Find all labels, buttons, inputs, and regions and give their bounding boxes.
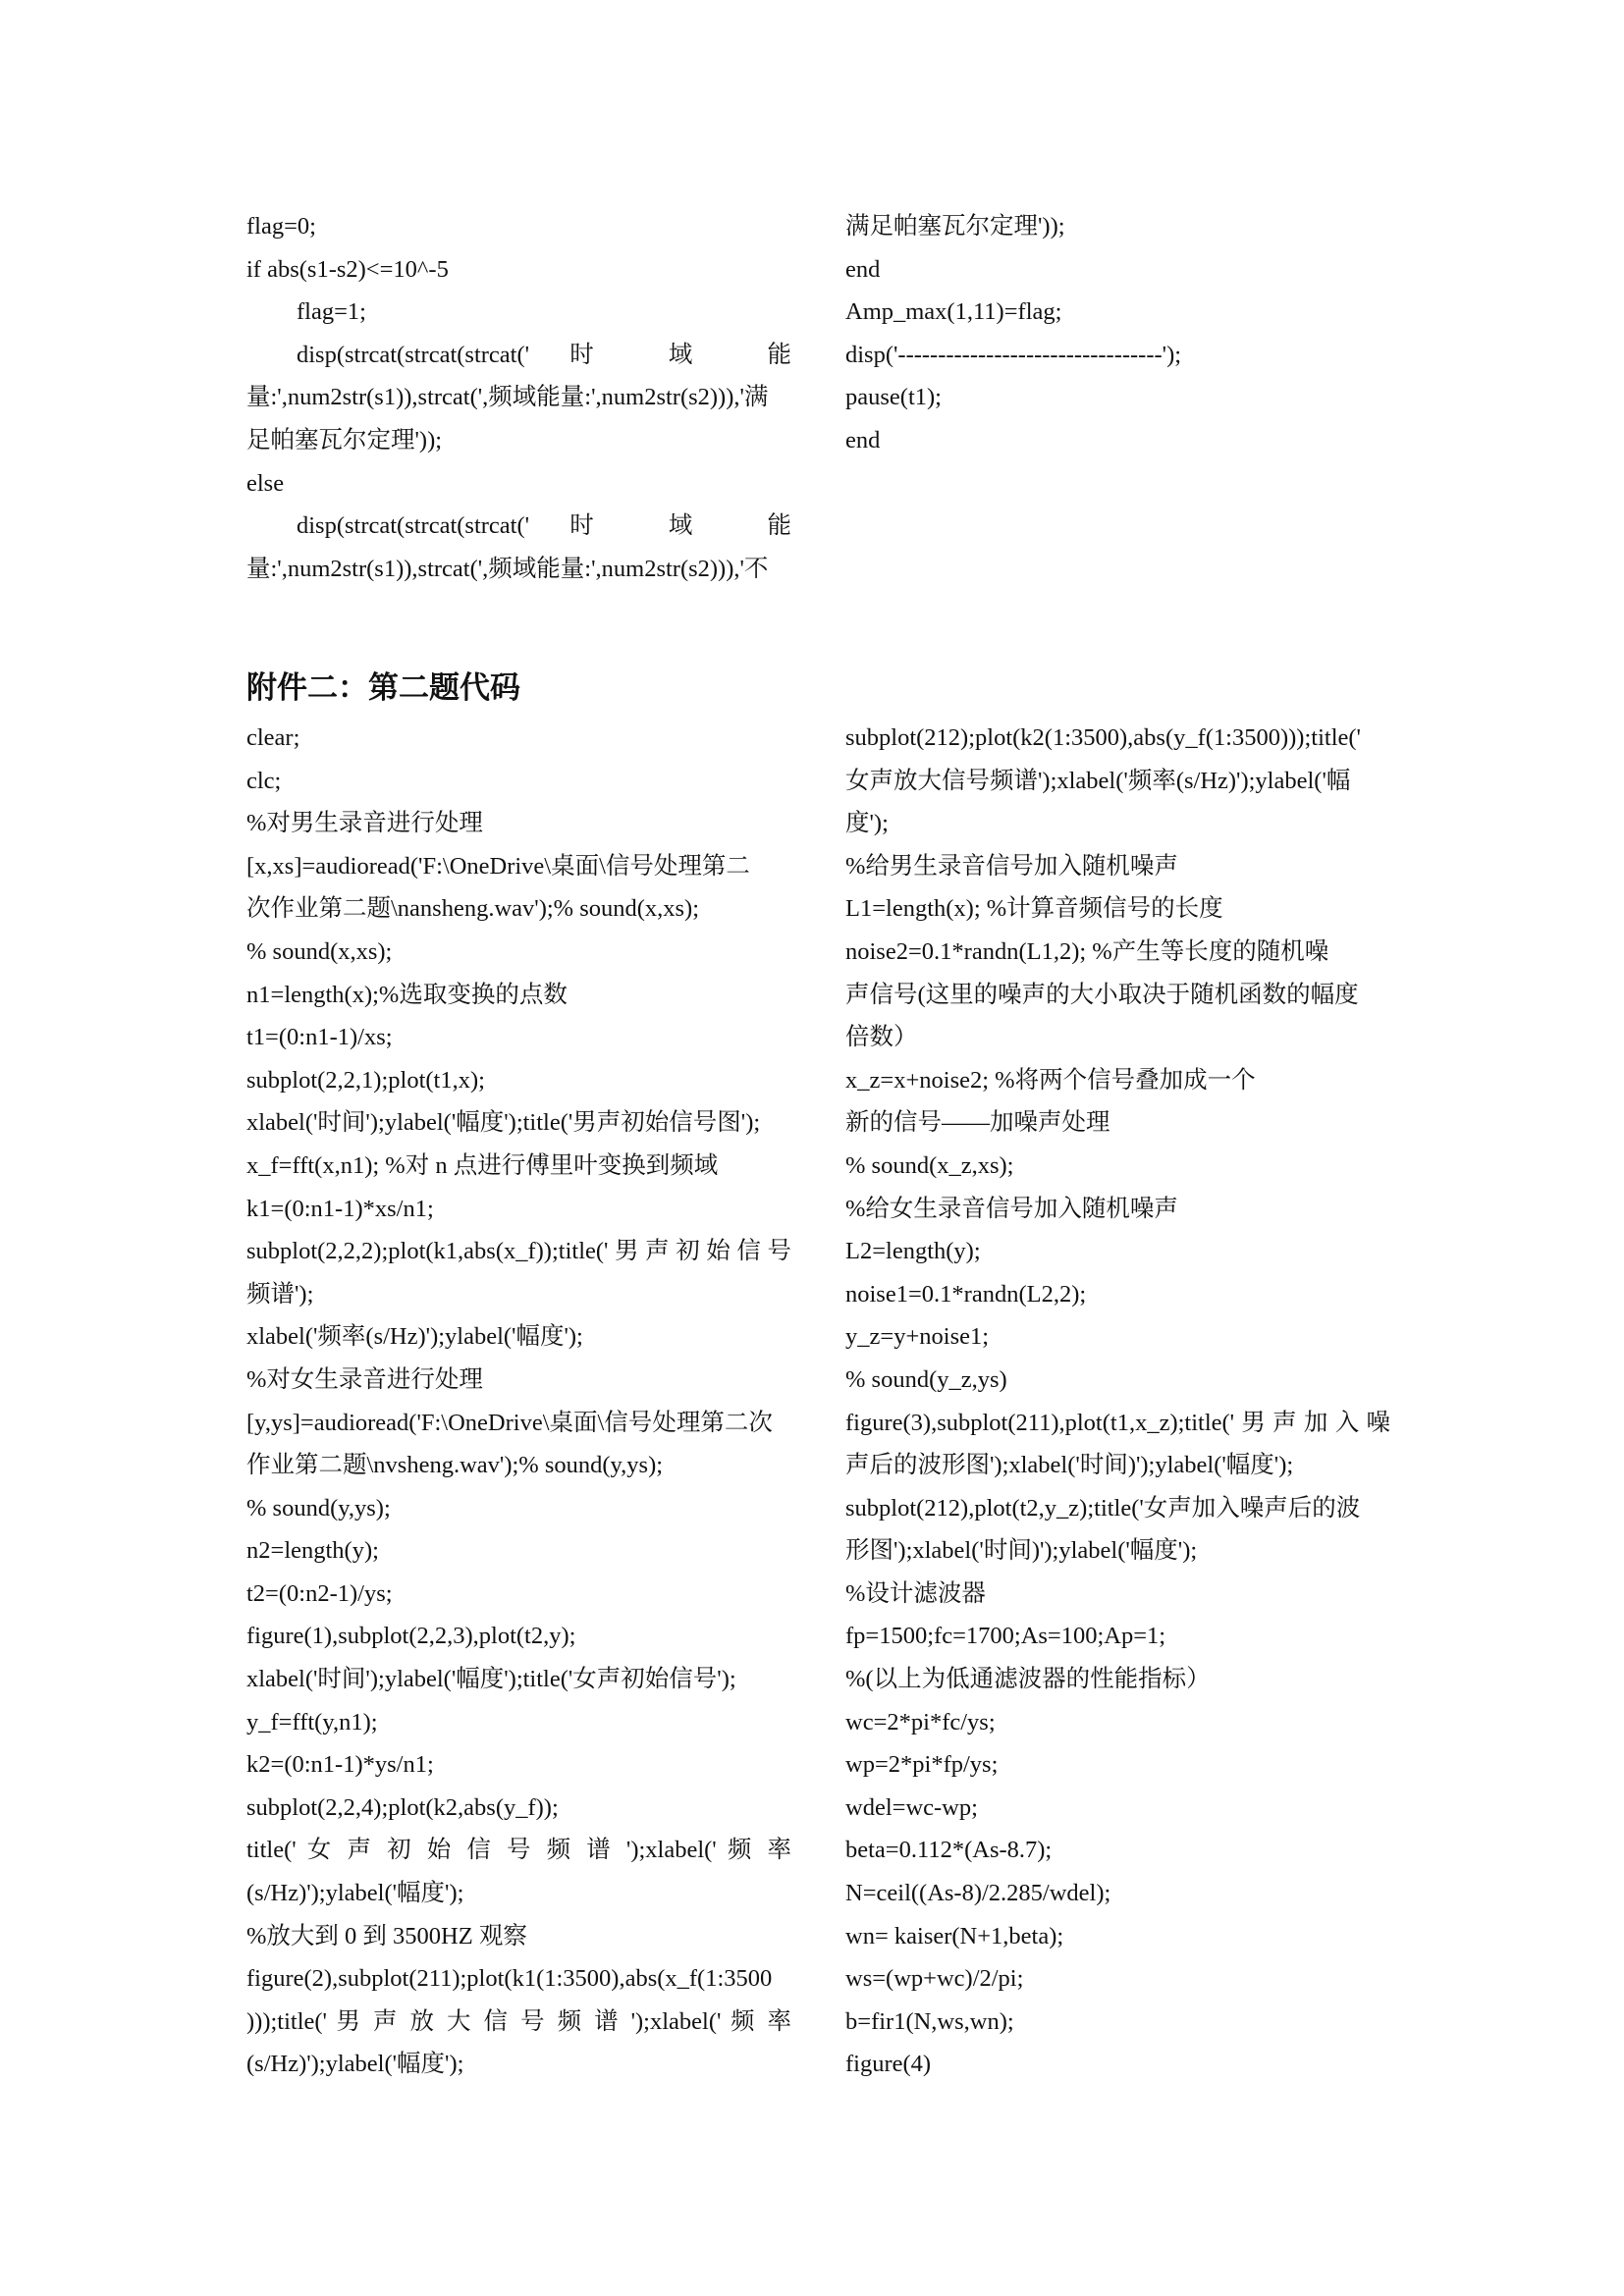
code-line: t2=(0:n2-1)/ys;	[246, 1579, 393, 1607]
code-line: 量:',num2str(s1)),strcat(',频域能量:',num2str(s2))),'不	[246, 555, 769, 582]
code-line: 声信号(这里的噪声的大小取决于随机函数的幅度	[845, 981, 1359, 1008]
bottom-right-code-column	[845, 717, 1390, 2086]
code-line: if abs(s1-s2)<=10^-5	[246, 255, 449, 283]
code-line: figure(1),subplot(2,2,3),plot(t2,y);	[246, 1623, 576, 1650]
code-line: subplot(212);plot(k2(1:3500),abs(y_f(1:3500)));title('	[845, 724, 1361, 751]
code-line: 量:',num2str(s1)),strcat(',频域能量:',num2str(s2))),'满	[246, 384, 769, 411]
code-line: disp(strcat(strcat(strcat(' 时 域 能	[297, 512, 791, 540]
code-line: % sound(x_z,xs);	[845, 1151, 1014, 1179]
code-line: (s/Hz)');ylabel('幅度');	[246, 1880, 464, 1907]
code-line: 度');	[845, 810, 889, 837]
code-line: x_z=x+noise2; %将两个信号叠加成一个	[845, 1066, 1256, 1094]
code-line: subplot(2,2,2);plot(k1,abs(x_f));title('男声初始信号	[246, 1238, 791, 1265]
code-line: end	[845, 255, 881, 283]
code-line: b=fir1(N,ws,wn);	[845, 2007, 1014, 2035]
code-line: %设计滤波器	[845, 1579, 986, 1607]
code-line: t1=(0:n1-1)/xs;	[246, 1024, 393, 1051]
code-line: L2=length(y);	[845, 1238, 981, 1265]
code-line: pause(t1);	[845, 384, 942, 411]
code-line: wdel=wc-wp;	[845, 1793, 978, 1821]
code-line: n1=length(x);%选取变换的点数	[246, 981, 568, 1008]
code-line: 倍数）	[845, 1024, 918, 1051]
code-line: clc;	[246, 767, 282, 794]
code-line: wn= kaiser(N+1,beta);	[845, 1922, 1064, 1949]
section-heading: 附件二：第二题代码	[246, 670, 520, 706]
code-line: % sound(y,ys);	[246, 1494, 391, 1522]
code-line: title(' 女 声 初 始 信 号 频 谱 ');xlabel(' 频 率	[246, 1837, 791, 1864]
code-line: figure(2),subplot(211);plot(k1(1:3500),abs(x_f(1:3500	[246, 1965, 773, 1993]
code-line: subplot(2,2,4);plot(k2,abs(y_f));	[246, 1793, 559, 1821]
code-line: 作业第二题\nvsheng.wav');% sound(y,ys);	[246, 1452, 664, 1479]
code-line: wc=2*pi*fc/ys;	[845, 1708, 996, 1735]
code-line: flag=1;	[297, 298, 366, 326]
code-line: )));title(' 男 声 放 大 信 号 频 谱 ');xlabel(' 频 率	[246, 2007, 791, 2035]
code-line: x_f=fft(x,n1); %对 n 点进行傅里叶变换到频域	[246, 1151, 719, 1179]
bottom-left-code-column	[246, 717, 791, 2086]
code-line: subplot(2,2,1);plot(t1,x);	[246, 1066, 485, 1094]
code-line: clear;	[246, 724, 300, 751]
top-left-code-column	[246, 205, 791, 590]
code-line: N=ceil((As-8)/2.285/wdel);	[845, 1880, 1111, 1907]
code-line: 足帕塞瓦尔定理'));	[246, 426, 443, 454]
code-line: 次作业第二题\nansheng.wav');% sound(x,xs);	[246, 895, 700, 923]
code-line: y_f=fft(y,n1);	[246, 1708, 378, 1735]
code-line: y_z=y+noise1;	[845, 1323, 990, 1351]
code-line: [y,ys]=audioread('F:\OneDrive\桌面\信号处理第二次	[246, 1409, 773, 1436]
code-line: %(以上为低通滤波器的性能指标）	[845, 1666, 1211, 1693]
code-line: xlabel('时间');ylabel('幅度');title('女声初始信号');	[246, 1666, 736, 1693]
code-line: 女声放大信号频谱');xlabel('频率(s/Hz)');ylabel('幅	[845, 767, 1351, 794]
code-line: 形图');xlabel('时间)');ylabel('幅度');	[845, 1537, 1198, 1565]
code-line: L1=length(x); %计算音频信号的长度	[845, 895, 1223, 923]
code-line: ws=(wp+wc)/2/pi;	[845, 1965, 1024, 1993]
top-right-code-column	[845, 205, 1390, 462]
code-line: %对男生录音进行处理	[246, 810, 483, 837]
code-line: xlabel('频率(s/Hz)');ylabel('幅度');	[246, 1323, 583, 1351]
code-line: %放大到 0 到 3500HZ 观察	[246, 1922, 527, 1949]
code-line: end	[845, 426, 881, 454]
code-line: disp('---------------------------------');	[845, 341, 1182, 368]
code-line: n2=length(y);	[246, 1537, 379, 1565]
code-line: flag=0;	[246, 213, 316, 240]
code-line: 新的信号——加噪声处理	[845, 1109, 1110, 1137]
code-line: beta=0.112*(As-8.7);	[845, 1837, 1053, 1864]
code-line: % sound(y_z,ys)	[845, 1365, 1007, 1393]
code-line: xlabel('时间');ylabel('幅度');title('男声初始信号图');	[246, 1109, 761, 1137]
code-line: %给男生录音信号加入随机噪声	[845, 852, 1178, 880]
code-line: 声后的波形图');xlabel('时间)');ylabel('幅度');	[845, 1452, 1294, 1479]
code-line: noise1=0.1*randn(L2,2);	[845, 1280, 1087, 1308]
code-line: else	[246, 469, 285, 497]
code-line: 满足帕塞瓦尔定理'));	[845, 213, 1065, 240]
code-line: (s/Hz)');ylabel('幅度');	[246, 2051, 464, 2078]
code-line: %给女生录音信号加入随机噪声	[845, 1195, 1178, 1222]
code-line: disp(strcat(strcat(strcat(' 时 域 能	[297, 341, 791, 368]
code-line: subplot(212),plot(t2,y_z);title('女声加入噪声后的波	[845, 1494, 1361, 1522]
code-line: [x,xs]=audioread('F:\OneDrive\桌面\信号处理第二	[246, 852, 750, 880]
code-line: wp=2*pi*fp/ys;	[845, 1751, 999, 1779]
code-line: 频谱');	[246, 1280, 314, 1308]
code-line: %对女生录音进行处理	[246, 1365, 483, 1393]
code-line: fp=1500;fc=1700;As=100;Ap=1;	[845, 1623, 1166, 1650]
code-line: Amp_max(1,11)=flag;	[845, 298, 1062, 326]
code-line: figure(4)	[845, 2051, 932, 2078]
code-line: k1=(0:n1-1)*xs/n1;	[246, 1195, 434, 1222]
code-line: k2=(0:n1-1)*ys/n1;	[246, 1751, 434, 1779]
code-line: figure(3),subplot(211),plot(t1,x_z);title('男声加入噪	[845, 1409, 1390, 1436]
code-line: % sound(x,xs);	[246, 937, 393, 965]
code-line: noise2=0.1*randn(L1,2); %产生等长度的随机噪	[845, 937, 1329, 965]
